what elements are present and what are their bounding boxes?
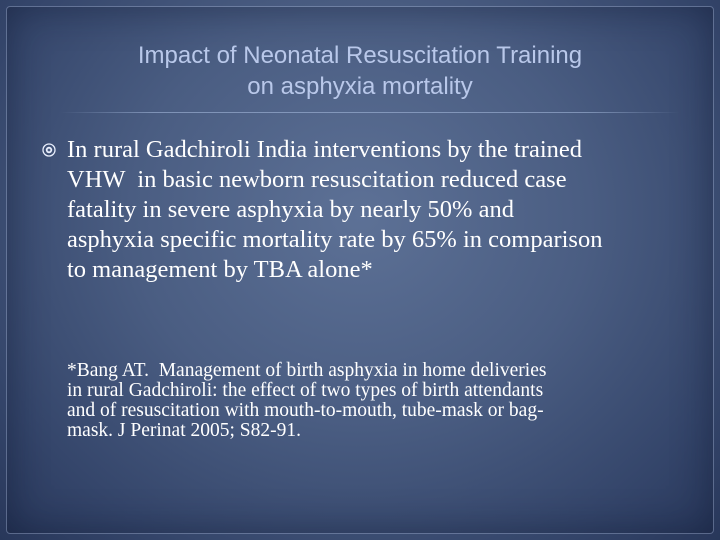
bullet-line-2: VHW in basic newborn resuscitation reduced case: [67, 166, 567, 193]
bullet-item: [42, 135, 682, 285]
title-line-1: Impact of Neonatal Resuscitation Training: [137, 42, 583, 69]
reference-line-1: *Bang AT. Management of birth asphyxia in home deliveries: [67, 360, 547, 381]
bullet-text: [67, 135, 682, 285]
reference-line-2: in rural Gadchiroli: the effect of two types of birth attendants: [67, 380, 544, 401]
reference-line-3: and of resuscitation with mouth-to-mouth, tube-mask or bag-: [67, 400, 544, 421]
slide-title: [40, 40, 680, 102]
reference-citation: [67, 361, 677, 441]
bullet-line-1: In rural Gadchiroli India interventions by the trained: [67, 136, 583, 163]
bullet-line-4: asphyxia specific mortality rate by 65% in comparison: [67, 226, 603, 253]
bullet-line-3: fatality in severe asphyxia by nearly 50% and: [67, 196, 514, 223]
title-divider: [60, 112, 680, 113]
target-bullet-icon: [42, 143, 56, 157]
reference-line-4: mask. J Perinat 2005; S82-91.: [67, 420, 301, 441]
bullet-line-5: to management by TBA alone*: [67, 256, 373, 283]
title-line-2: on asphyxia mortality: [247, 73, 473, 100]
